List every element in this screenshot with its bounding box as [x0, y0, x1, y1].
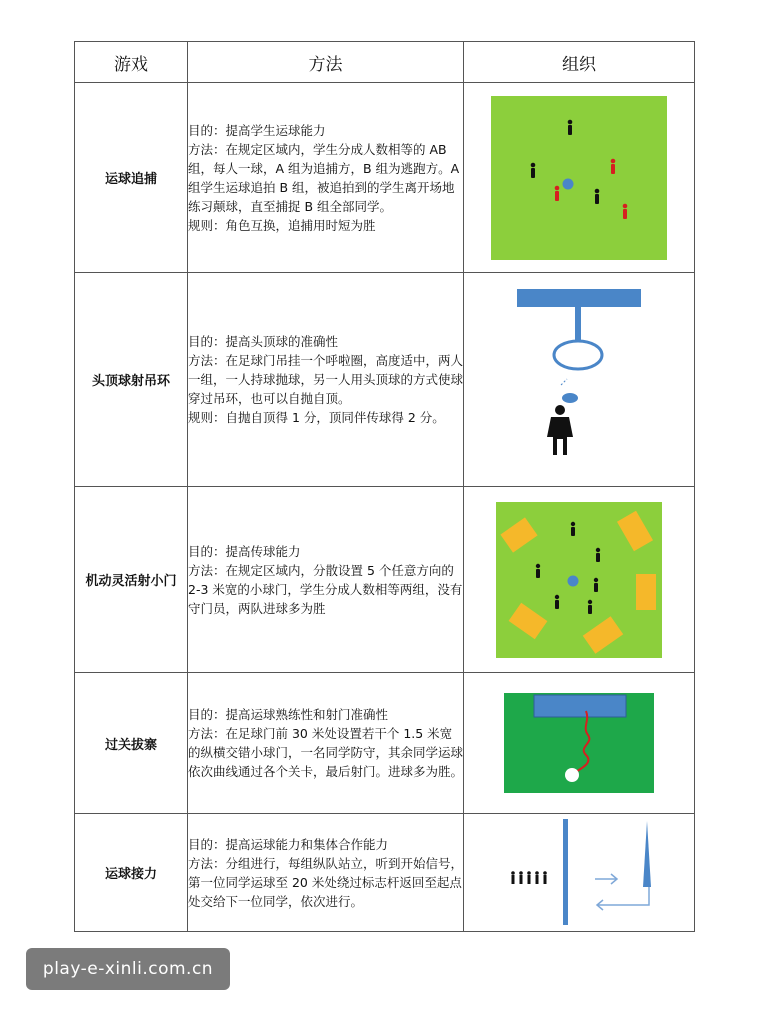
player-icon	[568, 119, 573, 134]
header-organization: 组织	[464, 42, 695, 83]
player-icon	[595, 188, 600, 203]
player-icon	[519, 871, 523, 884]
table-row	[75, 83, 695, 273]
header-row	[75, 42, 695, 83]
diagram-cell	[464, 487, 695, 673]
game-name: 过关拔寨	[75, 673, 188, 814]
ball	[562, 393, 578, 403]
player-icon	[511, 871, 515, 884]
pass-checkpoints-diagram	[502, 691, 656, 795]
diagram-cell	[464, 814, 695, 932]
game-name: 运球追捕	[75, 83, 188, 273]
ball	[565, 768, 579, 782]
method-line: 目的：提高学生运球能力	[188, 122, 326, 138]
player-queue	[511, 871, 547, 884]
ball	[563, 178, 574, 189]
method-line: 方法：在足球门前 30 米处设置若干个 1.5 米宽的纵横交错小球门，一名同学防守，其余同学运球依次曲线通过各个关卡，最后射门。进球多为胜。	[188, 726, 464, 779]
method-line: 方法：在规定区域内，学生分成人数相等的 AB 组，每人一球，A 组为追捕方，B 组为逃跑方。A 组学生运球追拍 B 组，被追拍到的学生离开场地练习颠球，直至捕捉 B 组全部同学。	[188, 141, 460, 214]
ball	[568, 575, 579, 586]
relay-diagram	[499, 817, 659, 929]
return-arrow	[597, 887, 649, 910]
method-line: 目的：提高传球能力	[188, 543, 301, 559]
player-icon	[543, 871, 547, 884]
method-line: 目的：提高运球能力和集体合作能力	[188, 836, 389, 852]
method-cell	[188, 83, 464, 273]
game-name: 头顶球射吊环	[75, 273, 188, 487]
header-game: 游戏	[75, 42, 188, 83]
diagram-cell	[464, 673, 695, 814]
diagram-cell	[464, 273, 695, 487]
table-row	[75, 273, 695, 487]
watermark: play-e-xinli.com.cn	[26, 948, 230, 990]
method-cell	[188, 273, 464, 487]
field	[491, 96, 667, 260]
goal-crossbar	[517, 289, 641, 307]
ball-path	[561, 379, 567, 385]
player-icon	[571, 521, 575, 535]
player-icon	[596, 547, 600, 561]
mini-goals-diagram	[494, 500, 664, 660]
mini-goal	[636, 574, 656, 610]
game-name: 运球接力	[75, 814, 188, 932]
method-line: 方法：在规定区域内，分散设置 5 个任意方向的 2-3 米宽的小球门，学生分成人数相等两组，没有守门员，两队进球多为胜	[188, 562, 463, 616]
hula-hoop	[554, 341, 602, 369]
player-icon	[531, 162, 536, 177]
player-icon	[535, 871, 539, 884]
method-line: 方法：分组进行，每组纵队站立，听到开始信号，第一位同学运球至 20 米处绕过标志杆返回至起点处交给下一位同学，依次进行。	[188, 855, 464, 909]
person-icon	[547, 405, 573, 455]
marker-pole	[643, 821, 651, 887]
table-row	[75, 673, 695, 814]
header-method: 方法	[188, 42, 464, 83]
diagram-cell	[464, 83, 695, 273]
header-hoop-diagram	[509, 287, 649, 473]
method-line: 规则：角色互换，追捕用时短为胜	[188, 217, 376, 233]
method-cell	[188, 673, 464, 814]
method-line: 目的：提高运球熟练性和射门准确性	[188, 707, 389, 722]
player-icon	[623, 203, 628, 218]
player-icon	[555, 185, 560, 200]
method-cell	[188, 814, 464, 932]
chase-field-diagram	[489, 94, 669, 262]
method-cell	[188, 487, 464, 673]
player-icon	[594, 577, 598, 591]
method-line: 目的：提高头顶球的准确性	[188, 334, 339, 349]
hoop-rope	[575, 307, 581, 341]
method-line: 规则：自抛自顶得 1 分，顶同伴传球得 2 分。	[188, 410, 445, 425]
player-icon	[588, 599, 592, 613]
drills-table	[74, 41, 695, 932]
player-icon	[536, 563, 540, 577]
outbound-arrow	[595, 874, 617, 884]
player-icon	[527, 871, 531, 884]
player-icon	[611, 158, 616, 173]
player-icon	[555, 594, 559, 608]
method-line: 方法：在足球门吊挂一个呼啦圈，高度适中，两人一组，一人持球抛球，另一人用头顶球的方式使球穿过吊环，也可以自抛自顶。	[188, 353, 464, 406]
table-row	[75, 487, 695, 673]
start-line	[563, 819, 568, 925]
table-row	[75, 814, 695, 932]
game-name: 机动灵活射小门	[75, 487, 188, 673]
goal	[534, 695, 626, 717]
